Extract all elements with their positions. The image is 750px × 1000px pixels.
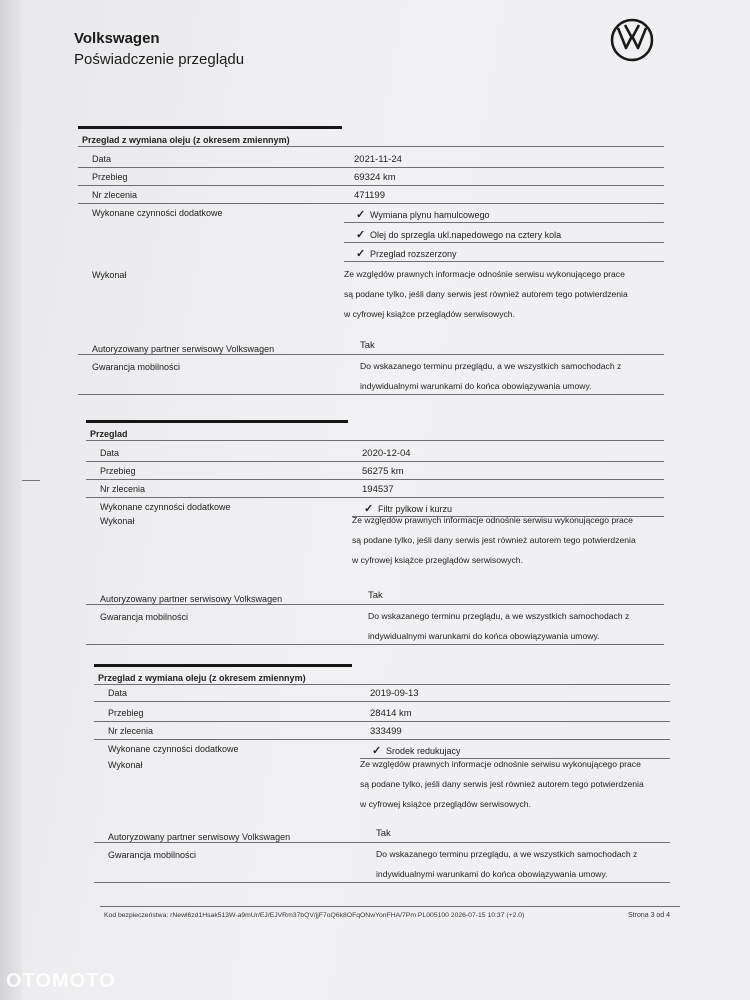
authorized-partner-value: Tak [368,590,383,601]
service-section [86,420,664,680]
performed-by-label: Wykonał [108,760,143,770]
checkmark-icon: ✓ [364,503,374,515]
separator [78,146,664,147]
mileage-label: Przebieg [108,708,144,718]
text-line: indywidualnymi warunkami do końca obowiązywania umowy. [368,631,600,641]
text-line: w cyfrowej książce przeglądów serwisowych. [344,309,515,319]
section-bar [78,126,342,129]
separator [78,185,664,186]
order-number-value: 194537 [362,484,394,495]
mobility-guarantee-label: Gwarancja mobilności [92,362,181,372]
separator [344,222,664,223]
separator [78,354,664,355]
section-bar [94,664,352,667]
mileage-label: Przebieg [92,172,128,182]
authorized-partner-label: Autoryzowany partner serwisowy Volkswagen [100,594,283,604]
separator [344,242,664,243]
document-subtitle: Poświadczenie przeglądu [74,51,245,68]
authorized-partner-label: Autoryzowany partner serwisowy Volkswagen [108,832,291,842]
section-title: Przeglad z wymiana oleju (z okresem zmiennym) [82,135,290,145]
order-number-row [78,190,664,208]
brand-name: Volkswagen [74,30,160,47]
mileage-row [94,708,670,726]
security-code: Kod bezpieczeństwa: rNewl6zd1Hsak513W-a9mUr/EJ/EJVRm37bQV/jjF7oQ6k8OFqONwYonFHA/7Pm PL005100 2026-07-15 10:37 (+2.0) [104,912,525,919]
mileage-row [86,466,664,484]
mileage-value: 69324 km [354,172,396,183]
service-section [94,664,670,924]
service-section [78,126,664,391]
separator [94,721,670,722]
side-mark [22,480,40,481]
text-line: w cyfrowej książce przeglądów serwisowych. [352,555,523,565]
watermark: OTOMOTO [6,970,116,992]
text-line: Do wskazanego terminu przeglądu, a we wszystkich samochodach z [360,361,622,371]
extra-service-item [356,208,489,221]
date-value: 2021-11-24 [354,154,402,165]
paper-shadow [0,0,22,1000]
separator [86,440,664,441]
text-line: Ze względów prawnych informacje odnośnie serwisu wykonującego prace [344,269,625,279]
volkswagen-logo-icon [610,18,654,62]
separator [86,604,664,605]
extra-service-text: Przeglad rozszerzony [370,249,457,259]
mobility-guarantee-text [360,356,690,396]
separator [78,203,664,204]
order-number-label: Nr zlecenia [100,484,146,494]
order-number-label: Nr zlecenia [92,190,138,200]
authorized-partner-value: Tak [376,828,391,839]
separator [94,882,670,883]
extra-service-text: Srodek redukujacy [386,746,461,756]
checkmark-icon: ✓ [356,248,366,260]
separator [86,497,664,498]
mobility-guarantee-label: Gwarancja mobilności [100,612,189,622]
separator [94,842,670,843]
mobility-guarantee-label: Gwarancja mobilności [108,850,197,860]
date-label: Data [92,154,112,164]
text-line: są podane tylko, jeśli dany serwis jest również autorem tego potwierdzenia [344,289,628,299]
header [74,30,244,68]
extra-service-item [356,228,561,241]
section-title: Przeglad [90,429,128,439]
extra-services-label: Wykonane czynności dodatkowe [108,744,239,754]
text-line: Do wskazanego terminu przeglądu, a we wszystkich samochodach z [368,611,630,621]
performed-by-label: Wykonał [100,516,135,526]
order-number-row [94,726,670,744]
separator [78,167,664,168]
separator [86,644,664,645]
performed-by-label: Wykonał [92,270,127,280]
checkmark-icon: ✓ [356,228,366,241]
order-number-row [86,484,664,502]
section-bar [86,420,348,423]
date-value: 2020-12-04 [362,448,411,459]
mileage-value: 28414 km [370,708,412,719]
extra-service-text: Wymiana plynu hamulcowego [370,210,490,220]
order-number-value: 471199 [354,190,385,201]
mileage-label: Przebieg [100,466,136,476]
text-line: indywidualnymi warunkami do końca obowiązywania umowy. [376,869,608,879]
text-line: indywidualnymi warunkami do końca obowiązywania umowy. [360,381,592,391]
text-line: są podane tylko, jeśli dany serwis jest również autorem tego potwierdzenia [360,779,644,789]
performed-by-text [352,510,682,570]
mileage-row [78,172,664,190]
extra-service-text: Olej do sprzegla ukl.napedowego na cztery kola [370,229,562,240]
order-number-value: 333499 [370,726,402,737]
authorized-partner-value: Tak [360,340,375,351]
date-row [94,688,670,706]
date-label: Data [108,688,128,698]
date-row [86,448,664,466]
text-line: Ze względów prawnych informacje odnośnie serwisu wykonującego prace [352,515,633,525]
separator [94,739,670,740]
date-label: Data [100,448,120,458]
separator [86,479,664,480]
text-line: Do wskazanego terminu przeglądu, a we wszystkich samochodach z [376,849,638,859]
extra-services-label: Wykonane czynności dodatkowe [100,502,231,512]
footer-separator [100,906,680,907]
separator [86,461,664,462]
checkmark-icon: ✓ [372,745,382,757]
page-number: Strona 3 od 4 [628,912,671,919]
separator [78,394,664,395]
separator [344,261,664,262]
order-number-label: Nr zlecenia [108,726,154,736]
text-line: są podane tylko, jeśli dany serwis jest również autorem tego potwierdzenia [352,535,636,545]
authorized-partner-label: Autoryzowany partner serwisowy Volkswagen [92,344,275,354]
separator [94,701,670,702]
extra-service-item [356,247,457,260]
performed-by-text [360,754,690,814]
section-title: Przeglad z wymiana oleju (z okresem zmiennym) [98,673,306,683]
date-row [78,154,664,172]
text-line: w cyfrowej książce przeglądów serwisowych. [360,799,531,809]
performed-by-text [344,264,674,324]
text-line: Ze względów prawnych informacje odnośnie serwisu wykonującego prace [360,759,641,769]
mileage-value: 56275 km [362,466,404,477]
mobility-guarantee-text [376,844,706,884]
extra-services-label: Wykonane czynności dodatkowe [92,208,223,218]
separator [94,684,670,685]
checkmark-icon: ✓ [356,209,366,221]
extra-service-text: Filtr pylkow i kurzu [378,504,453,514]
date-value: 2019-09-13 [370,688,419,699]
mobility-guarantee-text [368,606,698,646]
